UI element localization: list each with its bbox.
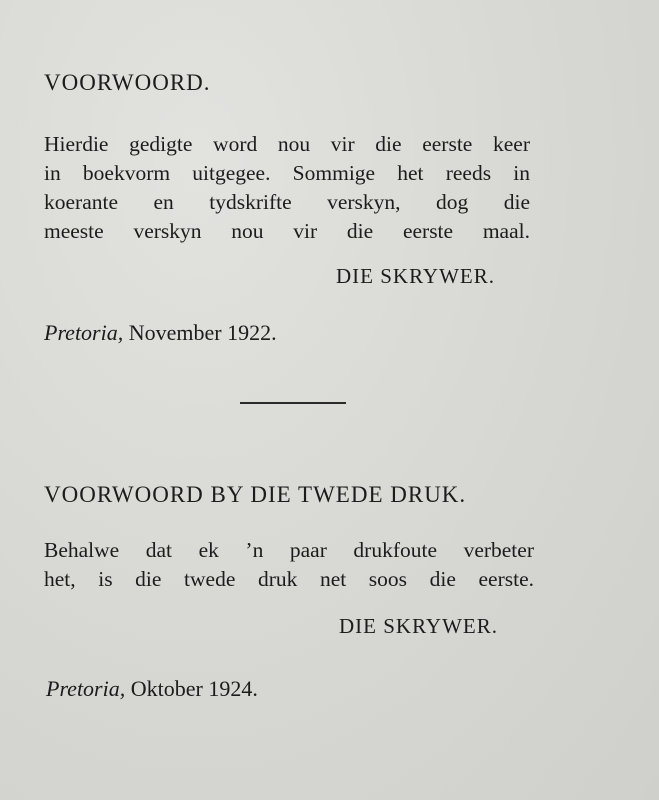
preface-signature: DIE SKRYWER. — [336, 264, 495, 288]
preface-line: Hierdie gedigte word nou vir die eerste keer — [44, 132, 530, 156]
second-edition-heading: VOORWOORD BY DIE TWEDE DRUK. — [44, 482, 467, 507]
section-divider — [240, 402, 346, 404]
second-edition-signature: DIE SKRYWER. — [339, 614, 498, 638]
preface-dateline — [44, 320, 277, 346]
second-edition-dateline — [46, 676, 258, 702]
preface-line: koerante en tydskrifte verskyn, dog die — [44, 190, 530, 214]
preface-heading: VOORWOORD. — [44, 70, 211, 95]
second-edition-date: Oktober 1924. — [125, 676, 258, 701]
second-edition-place: Pretoria, — [46, 676, 126, 701]
second-edition-line: het, is die twede druk net soos die eerste. — [44, 567, 534, 591]
preface-date: November 1922. — [123, 320, 277, 345]
second-edition-line: Behalwe dat ek ’n paar drukfoute verbeter — [44, 538, 534, 562]
preface-line: meeste verskyn nou vir die eerste maal. — [44, 219, 530, 243]
preface-place: Pretoria, — [44, 320, 124, 345]
second-edition-paragraph — [44, 536, 534, 594]
preface-paragraph — [44, 130, 530, 246]
preface-line: in boekvorm uitgegee. Sommige het reeds in — [44, 161, 530, 185]
